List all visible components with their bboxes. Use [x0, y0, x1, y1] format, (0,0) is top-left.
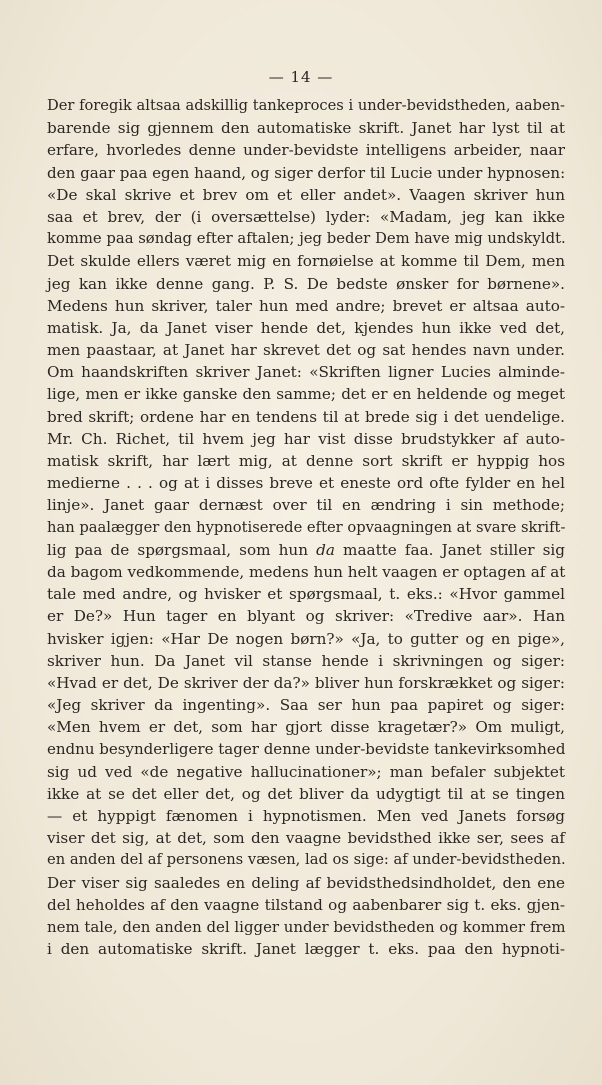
text-line: er De?» Hun tager en blyant og skriver: «Tredive aar». Han [47, 607, 565, 626]
text-line: i den automatiske skrift. Janet lægger t. eks. paa den hypnoti- [47, 940, 565, 959]
text-line: del heholdes af den vaagne tilstand og aabenbarer sig t. eks. gjen- [47, 895, 565, 914]
text-line: «Jeg skriver da ingenting». Saa ser hun paa papiret og siger: [47, 696, 565, 715]
text-line: matisk. Ja, da Janet viser hende det, kjendes hun ikke ved det, [47, 318, 565, 337]
text-line: «Men hvem er det, som har gjort disse kragetær?» Om muligt, [47, 718, 565, 737]
text-line: lig paa de spørgsmaal, som hun da maatte faa. Janet stiller sig [47, 540, 565, 559]
text-line: Der viser sig saaledes en deling af bevidsthedsindholdet, den ene [47, 873, 565, 892]
text-line: saa et brev, der (i oversættelse) lyder: «Madam, jeg kan ikke [47, 207, 565, 226]
text-line: medierne . . . og at i disses breve et eneste ord ofte fylder en hel [47, 474, 565, 493]
text-line: «Hvad er det, De skriver der da?» bliver hun forskrækket og siger: [47, 673, 565, 692]
text-line: komme paa søndag efter aftalen; jeg beder Dem have mig undskyldt. [47, 230, 566, 248]
emphasis: da [316, 540, 335, 559]
text-line: en anden del af personens væsen, lad os sige: af under-bevidstheden. [47, 851, 566, 869]
text-line: viser det sig, at det, som den vaagne bevidsthed ikke ser, sees af [47, 829, 565, 848]
text-line: skriver hun. Da Janet vil stanse hende i skrivningen og siger: [47, 651, 565, 670]
text-line: men paastaar, at Janet har skrevet det og sat hendes navn under. [47, 341, 565, 360]
text-line: den gaar paa egen haand, og siger derfor til Lucie under hypnosen: [47, 163, 566, 182]
text-line: barende sig gjennem den automatiske skrift. Janet har lyst til at [47, 119, 565, 138]
text-line: sig ud ved «de negative hallucinationer»; man befaler subjektet [47, 762, 565, 781]
text-line: da bagom vedkommende, medens hun helt vaagen er optagen af at [47, 562, 566, 581]
text-line: hvisker igjen: «Har De nogen børn?» «Ja, to gutter og en pige», [47, 629, 565, 648]
text-line: nem tale, den anden del ligger under bevidstheden og kommer frem [47, 917, 566, 936]
text-line: Om haandskriften skriver Janet: «Skriften ligner Lucies alminde- [47, 363, 565, 382]
text-line: linje». Janet gaar dernæst over til en ændring i sin methode; [47, 496, 565, 515]
text-line: jeg kan ikke denne gang. P. S. De bedste ønsker for børnene». [47, 274, 565, 293]
page-number: — 14 — [268, 68, 334, 86]
text-line: Medens hun skriver, taler hun med andre; brevet er altsaa auto- [47, 296, 565, 315]
text-line: bred skrift; ordene har en tendens til at brede sig i det uendelige. [47, 407, 565, 426]
text-line: erfare, hvorledes denne under-bevidste intelligens arbeider, naar [47, 141, 565, 160]
text-line: — et hyppigt fænomen i hypnotismen. Men ved Janets forsøg [47, 807, 565, 825]
text-line: han paalægger den hypnotiserede efter opvaagningen at svare skrift- [47, 518, 566, 536]
text-line: Mr. Ch. Richet, til hvem jeg har vist disse brudstykker af auto- [47, 429, 565, 448]
text-line: Der foregik altsaa adskillig tankeproces i under-bevidstheden, aaben- [47, 97, 565, 114]
body-text [47, 95, 565, 960]
text-line: Det skulde ellers været mig en fornøielse at komme til Dem, men [47, 252, 565, 271]
text-line: endnu besynderligere tager denne under-bevidste tankevirksomhed [47, 740, 566, 759]
text-line: matisk skrift, har lært mig, at denne sort skrift er hyppig hos [47, 452, 565, 470]
text-line: lige, men er ikke ganske den samme; det er en heldende og meget [47, 385, 565, 404]
text-line: «De skal skrive et brev om et eller andet». Vaagen skriver hun [47, 185, 565, 204]
text-line: ikke at se det eller det, og det bliver da udygtigt til at se tingen [47, 784, 565, 803]
text-line: tale med andre, og hvisker et spørgsmaal, t. eks.: «Hvor gammel [47, 585, 565, 604]
